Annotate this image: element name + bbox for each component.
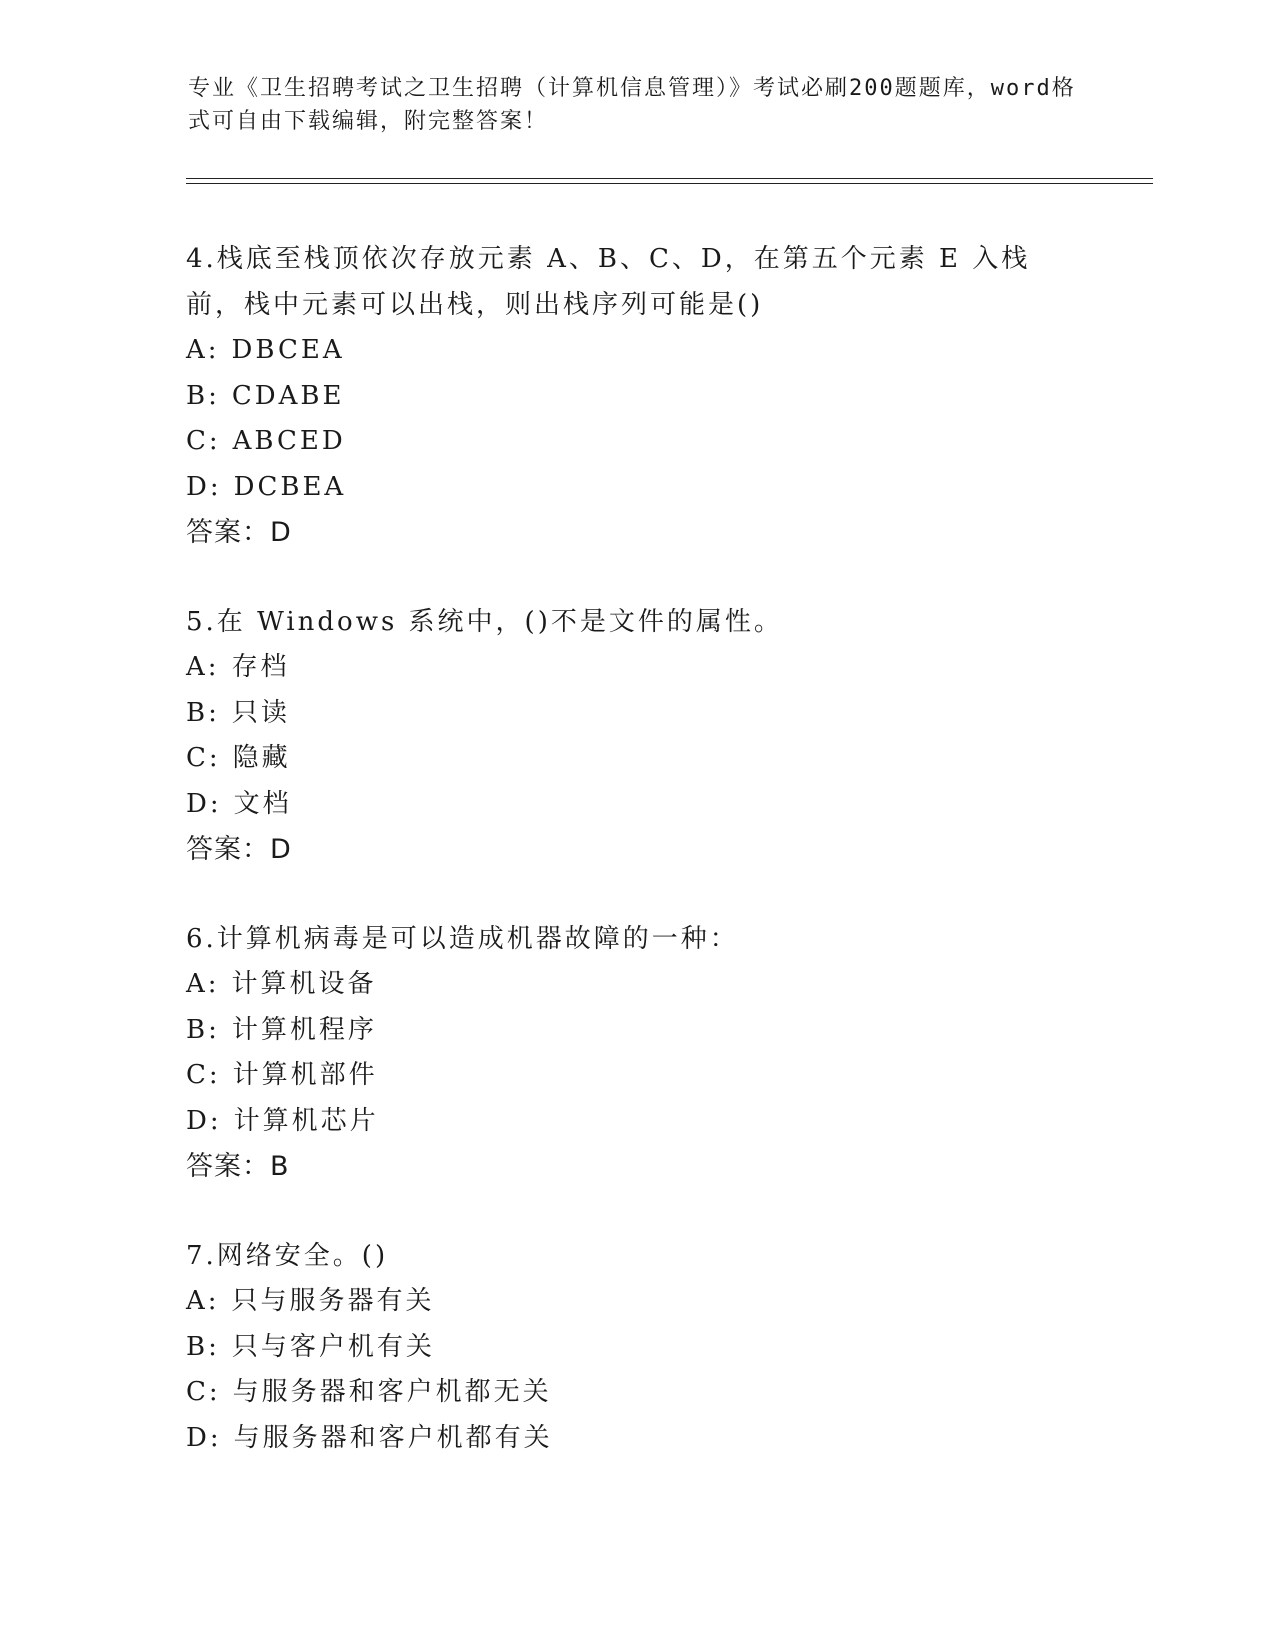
- option-b: [186, 691, 1086, 737]
- question-5: [186, 599, 1086, 872]
- option-letter: B:: [186, 1331, 220, 1362]
- question-stem: 5.在 Windows 系统中，()不是文件的属性。: [186, 607, 783, 637]
- option-text: DBCEA: [231, 335, 345, 365]
- option-b: [186, 1325, 1086, 1371]
- option-text: 计算机芯片: [233, 1105, 379, 1136]
- option-text: 与服务器和客户机都有关: [233, 1422, 553, 1453]
- option-c: [186, 1053, 1086, 1099]
- option-a: [186, 1279, 1086, 1325]
- option-letter: B:: [186, 1014, 220, 1045]
- option-letter: C:: [186, 1377, 221, 1407]
- question-stem: 7.网络安全。(): [186, 1241, 389, 1271]
- option-letter: A:: [186, 969, 220, 999]
- question-stem: 4.栈底至栈顶依次存放元素 A、B、C、D，在第五个元素 E 入栈前，栈中元素可以出栈，则出栈序列可能是(): [186, 244, 1031, 320]
- option-c: [186, 1370, 1086, 1416]
- header-rule-bottom: [186, 183, 1153, 184]
- option-letter: A:: [186, 1286, 220, 1316]
- option-text: 与服务器和客户机都无关: [232, 1377, 552, 1407]
- option-letter: D:: [186, 1105, 222, 1136]
- option-letter: C:: [186, 743, 221, 773]
- option-text: DCBEA: [233, 471, 347, 502]
- option-c: [186, 736, 1086, 782]
- question-4: [186, 236, 1086, 555]
- option-d: [186, 465, 1086, 511]
- option-text: 隐藏: [232, 743, 291, 773]
- question-7: [186, 1233, 1086, 1461]
- option-text: 只与服务器有关: [231, 1286, 435, 1316]
- option-text: 只读: [231, 697, 290, 728]
- header-rule-top: [186, 178, 1153, 179]
- option-text: ABCED: [232, 426, 346, 456]
- option-text: 文档: [233, 788, 292, 819]
- option-d: [186, 1099, 1086, 1145]
- option-letter: D:: [186, 788, 222, 819]
- option-letter: A:: [186, 652, 220, 682]
- answer-line: 答案：D: [186, 517, 292, 548]
- document-header: 专业《卫生招聘考试之卫生招聘（计算机信息管理）》考试必刷200题题库，word格式可自由下载编辑，附完整答案！: [188, 76, 1076, 134]
- option-a: [186, 328, 1086, 374]
- answer-line: 答案：D: [186, 834, 292, 865]
- option-letter: B:: [186, 380, 220, 411]
- option-a: [186, 645, 1086, 691]
- option-letter: D:: [186, 1422, 222, 1453]
- option-letter: C:: [186, 1060, 221, 1090]
- option-d: [186, 1416, 1086, 1462]
- option-text: 存档: [231, 652, 290, 682]
- option-text: 计算机设备: [231, 969, 377, 999]
- question-list: [186, 236, 1086, 1505]
- option-text: 只与客户机有关: [231, 1331, 435, 1362]
- option-letter: B:: [186, 697, 220, 728]
- option-letter: A:: [186, 335, 220, 365]
- option-letter: C:: [186, 426, 221, 456]
- option-a: [186, 962, 1086, 1008]
- question-stem: 6.计算机病毒是可以造成机器故障的一种：: [186, 924, 739, 954]
- option-text: 计算机部件: [232, 1060, 378, 1090]
- answer-line: 答案：B: [186, 1151, 290, 1182]
- option-c: [186, 419, 1086, 465]
- option-text: CDABE: [231, 380, 345, 411]
- option-b: [186, 374, 1086, 420]
- option-d: [186, 782, 1086, 828]
- option-b: [186, 1008, 1086, 1054]
- option-letter: D:: [186, 471, 222, 502]
- question-6: [186, 916, 1086, 1189]
- option-text: 计算机程序: [231, 1014, 377, 1045]
